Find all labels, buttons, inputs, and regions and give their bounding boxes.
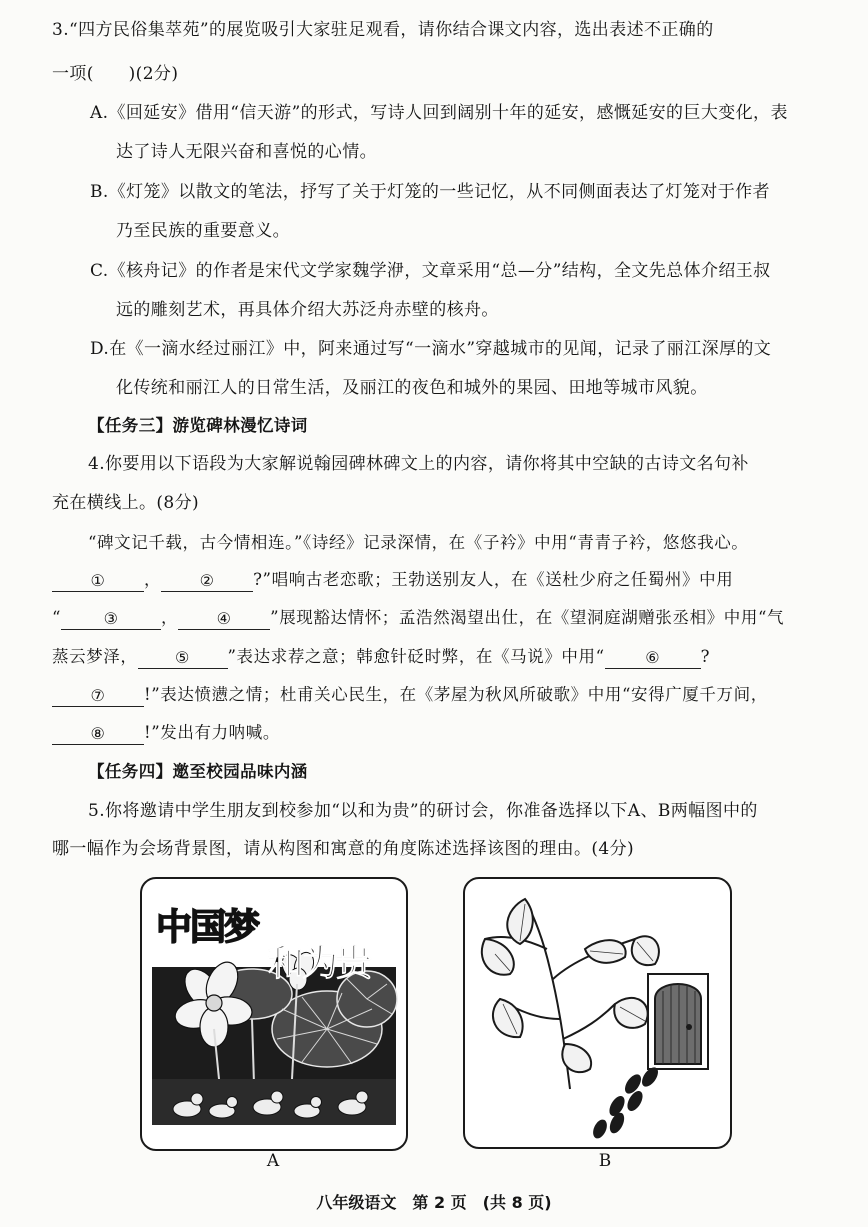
q3-option-a-line1: A.《回延安》借用“信天游”的形式，写诗人回到阔别十年的延安，感慨延安的巨大变化，表: [90, 103, 788, 123]
q5-stem-line1: 5.你将邀请中学生朋友到校参加“以和为贵”的研讨会，你准备选择以下A、B两幅图中的: [88, 801, 758, 821]
blank-3[interactable]: ③: [61, 607, 161, 630]
blank-1[interactable]: ①: [52, 569, 144, 592]
q4-stem-line2: 充在横线上。(8分): [52, 493, 200, 513]
figure-a[interactable]: [140, 877, 408, 1151]
page-footer: 八年级语文 第 2 页 (共 8 页): [316, 1193, 552, 1212]
q4-passage-line3: “ ③ ， ④ ”展现豁达情怀；孟浩然渴望出仕，在《望洞庭湖赠张丞相》中用“气: [52, 608, 785, 628]
figure-b-illustration: [465, 879, 730, 1147]
task3-heading: 【任务三】游览碑林漫忆诗词: [88, 416, 308, 435]
q3-option-c-line2: 远的雕刻艺术，再具体介绍大苏泛舟赤壁的核舟。: [116, 300, 499, 320]
blank-7[interactable]: ⑦: [52, 684, 144, 707]
q3-option-a-line2: 达了诗人无限兴奋和喜悦的心情。: [116, 142, 377, 162]
blank-4[interactable]: ④: [178, 607, 270, 630]
q4-passage-line4: 蒸云梦泽， ⑤ ”表达求荐之意；韩愈针砭时弊，在《马说》中用“ ⑥ ?: [52, 647, 711, 667]
q3-option-d-line1: D.在《一滴水经过丽江》中，阿来通过写“一滴水”穿越城市的见闻，记录了丽江深厚的文: [90, 339, 772, 359]
q3-stem-line2: 一项( )(2分): [52, 64, 179, 84]
q4-passage-line5: ⑦ !”表达愤懑之情；杜甫关心民生，在《茅屋为秋风所破歌》中用“安得广厦千万间，: [52, 683, 832, 707]
blank-5[interactable]: ⑤: [138, 646, 228, 669]
blank-2[interactable]: ②: [161, 569, 253, 592]
figure-b-label: B: [598, 1151, 612, 1171]
q5-stem-line2: 哪一幅作为会场背景图，请从构图和寓意的角度陈述选择该图的理由。(4分): [52, 839, 635, 859]
figure-b[interactable]: [463, 877, 732, 1149]
q3-option-c-line1: C.《核舟记》的作者是宋代文学家魏学洢，文章采用“总—分”结构，全文先总体介绍王叔: [90, 261, 771, 281]
figure-a-title1: 中国梦: [156, 907, 259, 948]
task4-heading: 【任务四】邀至校园品味内涵: [88, 762, 308, 781]
figure-a-illustration: [142, 879, 406, 1149]
q4-passage-line2: ① ， ② ?”唱响古老恋歌；王勃送别友人，在《送杜少府之任蜀州》中用: [52, 568, 832, 592]
q3-option-b-line2: 乃至民族的重要意义。: [116, 221, 290, 241]
blank-6[interactable]: ⑥: [605, 646, 701, 669]
figure-a-label: A: [266, 1151, 280, 1171]
q3-option-d-line2: 化传统和丽江人的日常生活，及丽江的夜色和城外的果园、田地等城市风貌。: [116, 378, 708, 398]
q4-stem-line1: 4.你要用以下语段为大家解说翰园碑林碑文上的内容，请你将其中空缺的古诗文名句补: [88, 454, 749, 474]
q4-passage-line1: “碑文记千载，古今情相连。”《诗经》记录深情，在《子衿》中用“青青子衿，悠悠我心。: [88, 533, 749, 552]
figure-a-title2: 和为贵: [268, 943, 371, 984]
blank-8[interactable]: ⑧: [52, 722, 144, 745]
q3-stem-line1: 3.“四方民俗集萃苑”的展览吸引大家驻足观看，请你结合课文内容，选出表述不正确的: [52, 20, 714, 40]
q3-option-b-line1: B.《灯笼》以散文的笔法，抒写了关于灯笼的一些记忆，从不同侧面表达了灯笼对于作者: [90, 182, 770, 202]
q4-passage-line6: ⑧ !”发出有力呐喊。: [52, 721, 832, 745]
